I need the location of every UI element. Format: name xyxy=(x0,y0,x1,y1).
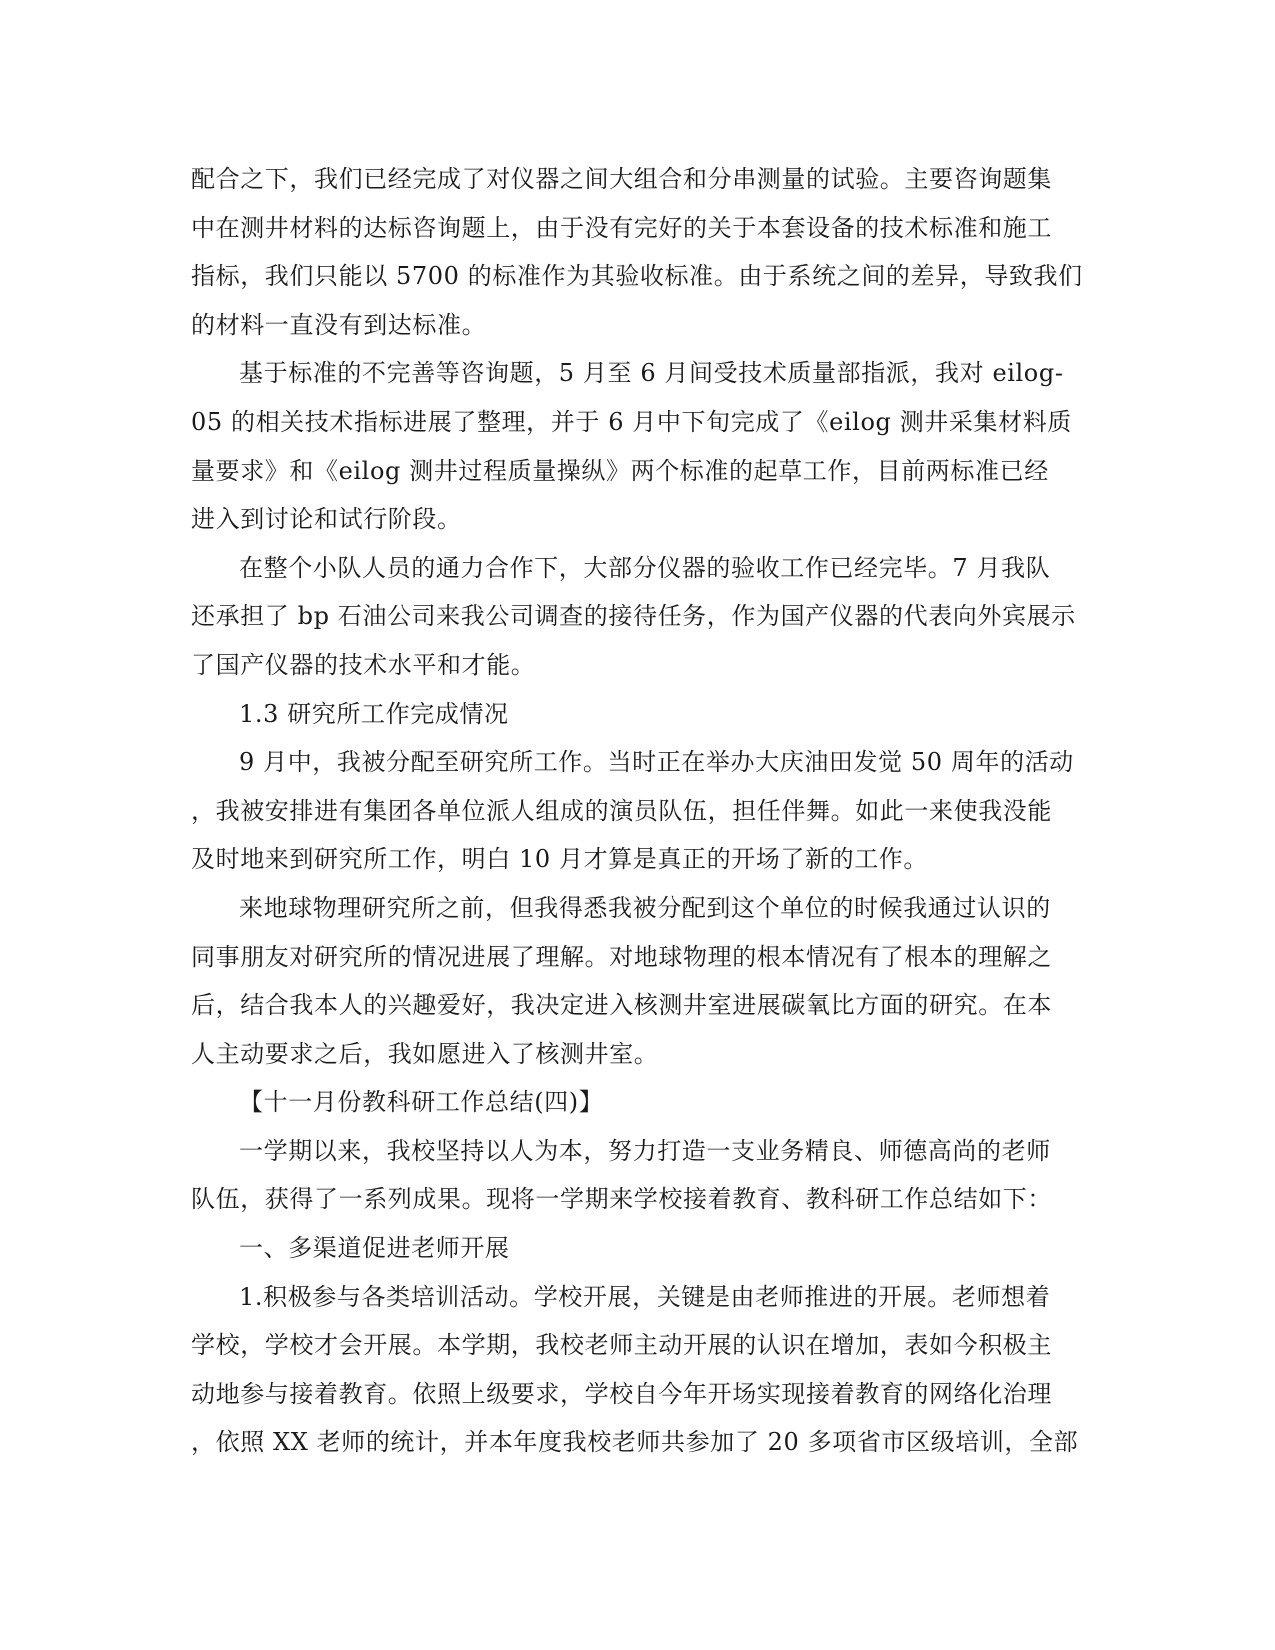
section-heading-1-3 xyxy=(191,690,1083,739)
paragraph-acceptance-work xyxy=(191,544,1083,690)
text-line: 量要求》和《eilog 测井过程质量操纵》两个标准的起草工作，目前两标准已经 xyxy=(191,456,1049,485)
text-line: 了国产仪器的技术水平和才能。 xyxy=(191,650,536,679)
text-line: 基于标准的不完善等咨询题，5 月至 6 月间受技术质量部指派，我对 eilog- xyxy=(239,359,1064,388)
section-title-november-summary xyxy=(191,1078,1083,1127)
text-line: 9 月中，我被分配至研究所工作。当时正在举办大庆油田发觉 50 周年的活动 xyxy=(239,748,1074,777)
text-line: 来地球物理研究所之前，但我得悉我被分配到这个单位的时候我通过认识的 xyxy=(239,893,1051,922)
text-line: ，依照 XX 老师的统计，并本年度我校老师共参加了 20 多项省市区级培训，全部 xyxy=(191,1428,1079,1457)
text-line: 动地参与接着教育。依照上级要求，学校自今年开场实现接着教育的网络化治理 xyxy=(191,1379,1052,1408)
heading-line: 1.3 研究所工作完成情况 xyxy=(239,699,509,728)
text-line: 学校，学校才会开展。本学期，我校老师主动开展的认识在增加，表如今积极主 xyxy=(191,1331,1052,1360)
paragraph-september-assignment xyxy=(191,738,1083,884)
text-line: 1.积极参与各类培训活动。学校开展，关键是由老师推进的开展。老师想着 xyxy=(239,1282,1051,1311)
text-line: 一学期以来，我校坚持以人为本，努力打造一支业务精良、师德高尚的老师 xyxy=(239,1136,1051,1165)
text-line: 在整个小队人员的通力合作下，大部分仪器的验收工作已经完毕。7 月我队 xyxy=(239,553,1051,582)
text-line: 05 的相关技术指标进展了整理，并于 6 月中下旬完成了《eilog 测井采集材料质 xyxy=(191,407,1072,436)
text-line: 同事朋友对研究所的情况进展了理解。对地球物理的根本情况有了根本的理解之 xyxy=(191,942,1052,971)
text-line: 指标，我们只能以 5700 的标准作为其验收标准。由于系统之间的差异，导致我们 xyxy=(191,262,1083,291)
text-line: 及时地来到研究所工作，明白 10 月才算是真正的开场了新的工作。 xyxy=(191,845,928,874)
heading-line: 一、多渠道促进老师开展 xyxy=(239,1234,510,1263)
paragraph-geophysics-institute xyxy=(191,884,1083,1078)
document-body xyxy=(191,155,1083,1467)
text-line: 进入到讨论和试行阶段。 xyxy=(191,505,462,534)
text-line: 人主动要求之后，我如愿进入了核测井室。 xyxy=(191,1039,659,1068)
text-line: 还承担了 bp 石油公司来我公司调查的接待任务，作为国产仪器的代表向外宾展示 xyxy=(191,602,1076,631)
paragraph-training-activities xyxy=(191,1273,1083,1467)
paragraph-standards-drafting xyxy=(191,349,1083,543)
paragraph-semester-intro xyxy=(191,1127,1083,1224)
text-line: ，我被安排进有集团各单位派人组成的演员队伍，担任伴舞。如此一来使我没能 xyxy=(191,796,1052,825)
text-line: 中在测井材料的达标咨询题上，由于没有完好的关于本套设备的技术标准和施工 xyxy=(191,213,1052,242)
paragraph-instrument-tests xyxy=(191,155,1083,349)
text-line: 队伍，获得了一系列成果。现将一学期来学校接着教育、教科研工作总结如下： xyxy=(191,1185,1052,1214)
section-heading-teacher-development xyxy=(191,1224,1083,1273)
text-line: 的材料一直没有到达标准。 xyxy=(191,310,487,339)
text-line: 后，结合我本人的兴趣爱好，我决定进入核测井室进展碳氧比方面的研究。在本 xyxy=(191,991,1052,1020)
heading-line: 【十一月份教科研工作总结(四)】 xyxy=(239,1088,604,1117)
text-line: 配合之下，我们已经完成了对仪器之间大组合和分串测量的试验。主要咨询题集 xyxy=(191,165,1052,193)
